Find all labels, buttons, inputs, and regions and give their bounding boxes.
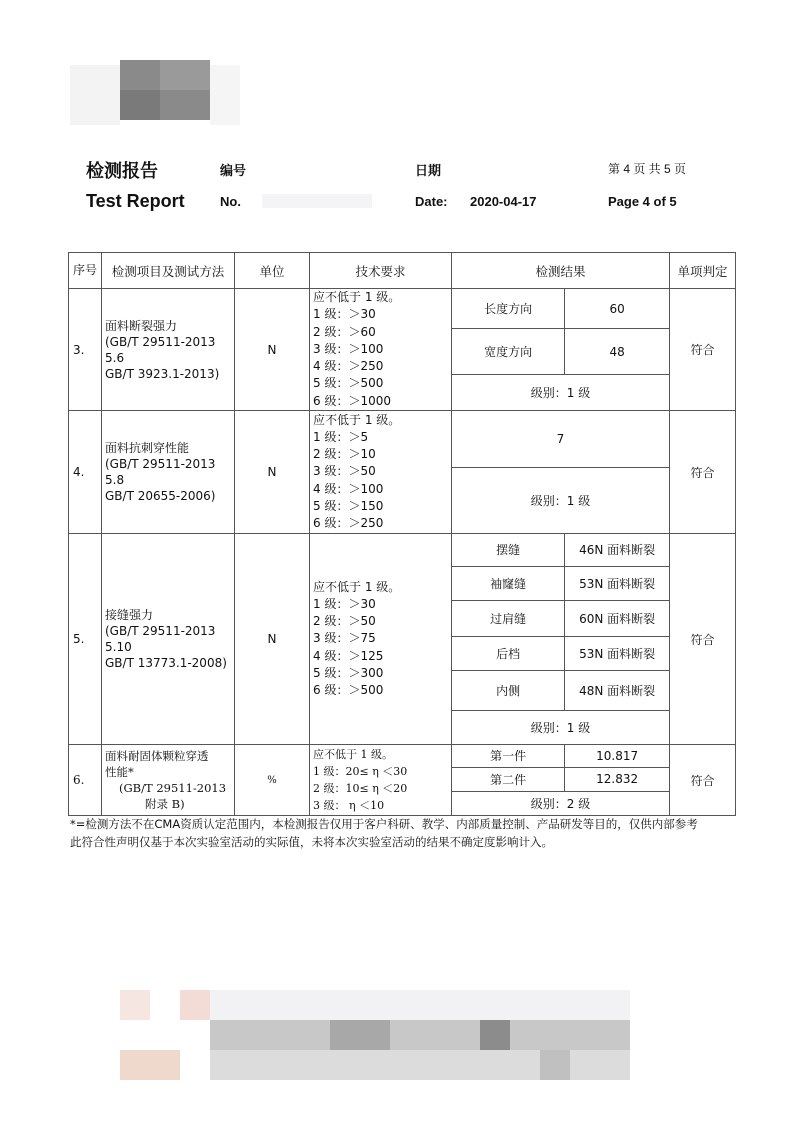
result-value: 7 — [452, 411, 669, 467]
method-line: GB/T 3923.1-2013) — [105, 366, 220, 381]
row-verdict: 符合 — [670, 534, 736, 745]
result-label: 第二件 — [452, 767, 565, 791]
result-value: 48 — [565, 329, 669, 375]
requirement-line: 4 级：＞250 — [313, 359, 384, 374]
result-label: 长度方向 — [452, 289, 565, 329]
number-label-cn: 编号 — [220, 163, 247, 178]
requirement-line: 5 级：＞300 — [313, 665, 384, 680]
footnote — [70, 815, 750, 851]
company-logo-redacted — [70, 60, 240, 130]
requirement-line: 4 级：＞100 — [313, 481, 384, 496]
header-seq: 序号 — [69, 253, 102, 289]
method-line: 5.6 — [105, 350, 125, 365]
requirement-line: 应不低于 1 级。 — [313, 412, 401, 427]
number-label-en: No. — [220, 194, 241, 209]
row-unit: N — [235, 534, 310, 745]
table-row — [69, 745, 736, 816]
table-row — [69, 289, 736, 411]
table-header-row — [69, 253, 736, 289]
item-name: 面料耐固体颗粒穿透 — [105, 749, 209, 763]
result-grade: 级别：1 级 — [452, 374, 669, 410]
requirement-line: 1 级：＞30 — [313, 596, 376, 611]
report-date: 2020-04-17 — [470, 194, 537, 209]
row-item — [102, 534, 235, 745]
result-grade: 级别：2 级 — [452, 791, 669, 815]
row-verdict: 符合 — [670, 745, 736, 816]
header-requirement: 技术要求 — [310, 253, 452, 289]
row-seq: 4. — [69, 411, 102, 534]
signature-area-redacted — [70, 985, 630, 1080]
requirement-line: 6 级：＞250 — [313, 516, 384, 530]
result-value: 46N 面料断裂 — [565, 534, 669, 566]
row-unit: N — [235, 289, 310, 411]
row-item — [102, 745, 235, 816]
table-row — [69, 534, 736, 745]
requirement-line: 应不低于 1 级。 — [313, 579, 401, 594]
row-results — [452, 534, 670, 745]
requirement-line: 3 级：＞75 — [313, 631, 376, 646]
footnote-line: *=检测方法不在CMA资质认定范围内，本检测报告仅用于客户科研、教学、内部质量控制、产品研发等目的，仅供内部参考 — [70, 817, 698, 831]
results-subtable — [452, 745, 669, 815]
result-label: 内侧 — [452, 670, 565, 710]
requirement-line: 1 级：20≤ η ＜30 — [313, 765, 408, 778]
row-results — [452, 411, 670, 534]
footnote-line: 此符合性声明仅基于本次实验室活动的实际值，未将本次实验室活动的结果不确定度影响计入。 — [70, 835, 553, 849]
result-value: 60N 面料断裂 — [565, 600, 669, 636]
result-label: 摆缝 — [452, 534, 565, 566]
table-row — [69, 411, 736, 534]
method-line: (GB/T 29511-2013 — [105, 624, 216, 638]
result-label: 后档 — [452, 636, 565, 670]
date-label-cn: 日期 — [415, 163, 442, 178]
test-results-table — [68, 252, 736, 816]
item-name: 面料断裂强力 — [105, 318, 178, 333]
result-value: 53N 面料断裂 — [565, 566, 669, 600]
result-label: 第一件 — [452, 745, 565, 767]
item-name: 性能* — [105, 765, 134, 779]
report-title-cn: 检测报告 — [86, 161, 158, 181]
item-name: 接缝强力 — [105, 608, 154, 622]
requirement-line: 5 级：＞150 — [313, 498, 384, 513]
method-line: (GB/T 29511-2013 — [105, 457, 216, 471]
requirement-line: 6 级：＞500 — [313, 683, 384, 697]
row-verdict: 符合 — [670, 411, 736, 534]
header-verdict: 单项判定 — [670, 253, 736, 289]
row-results — [452, 289, 670, 411]
result-value: 60 — [565, 289, 669, 329]
row-requirements — [310, 534, 452, 745]
requirement-line: 2 级：＞10 — [313, 447, 376, 462]
method-line: 附录 B) — [145, 797, 185, 811]
results-subtable — [452, 534, 669, 744]
item-name: 面料抗刺穿性能 — [105, 441, 190, 455]
method-line: 5.10 — [105, 640, 132, 654]
method-line: (GB/T 29511-2013 — [119, 781, 227, 795]
page-indicator-en: Page 4 of 5 — [608, 194, 677, 209]
requirement-line: 3 级：＞50 — [313, 464, 376, 479]
requirement-line: 应不低于 1 级。 — [313, 290, 401, 305]
row-item — [102, 289, 235, 411]
requirement-line: 3 级： η ＜10 — [313, 799, 385, 812]
row-unit: % — [235, 745, 310, 816]
header-unit: 单位 — [235, 253, 310, 289]
requirement-line: 1 级：＞30 — [313, 307, 376, 322]
requirement-line: 应不低于 1 级。 — [313, 748, 393, 761]
requirement-line: 2 级：＞50 — [313, 614, 376, 629]
row-results — [452, 745, 670, 816]
row-verdict: 符合 — [670, 289, 736, 411]
header-result: 检测结果 — [452, 253, 670, 289]
row-seq: 6. — [69, 745, 102, 816]
row-requirements — [310, 745, 452, 816]
requirement-line: 1 级：＞5 — [313, 429, 369, 444]
report-number-redacted — [262, 194, 372, 208]
row-seq: 3. — [69, 289, 102, 411]
requirement-line: 3 级：＞100 — [313, 341, 384, 356]
header-item: 检测项目及测试方法 — [102, 253, 235, 289]
row-requirements — [310, 289, 452, 411]
requirement-line: 2 级：10≤ η ＜20 — [313, 782, 408, 795]
result-value: 10.817 — [565, 745, 669, 767]
report-title-en: Test Report — [86, 191, 185, 211]
method-line: (GB/T 29511-2013 — [105, 334, 216, 349]
result-value: 53N 面料断裂 — [565, 636, 669, 670]
result-grade: 级别：1 级 — [452, 467, 669, 533]
method-line: GB/T 13773.1-2008) — [105, 656, 227, 670]
method-line: 5.8 — [105, 473, 125, 487]
requirement-line: 2 级：＞60 — [313, 324, 376, 339]
row-unit: N — [235, 411, 310, 534]
row-item — [102, 411, 235, 534]
results-subtable — [452, 289, 669, 410]
result-label: 宽度方向 — [452, 329, 565, 375]
result-grade: 级别：1 级 — [452, 710, 669, 744]
result-value: 48N 面料断裂 — [565, 670, 669, 710]
requirement-line: 5 级：＞500 — [313, 376, 384, 391]
result-label: 袖窿缝 — [452, 566, 565, 600]
row-seq: 5. — [69, 534, 102, 745]
result-label: 过肩缝 — [452, 600, 565, 636]
results-subtable — [452, 411, 669, 533]
method-line: GB/T 20655-2006) — [105, 489, 216, 503]
requirement-line: 4 级：＞125 — [313, 648, 384, 663]
result-value: 12.832 — [565, 767, 669, 791]
requirement-line: 6 级：＞1000 — [313, 393, 391, 408]
date-label-en: Date: — [415, 194, 448, 209]
page-indicator-cn: 第 4 页 共 5 页 — [608, 162, 687, 176]
row-requirements — [310, 411, 452, 534]
